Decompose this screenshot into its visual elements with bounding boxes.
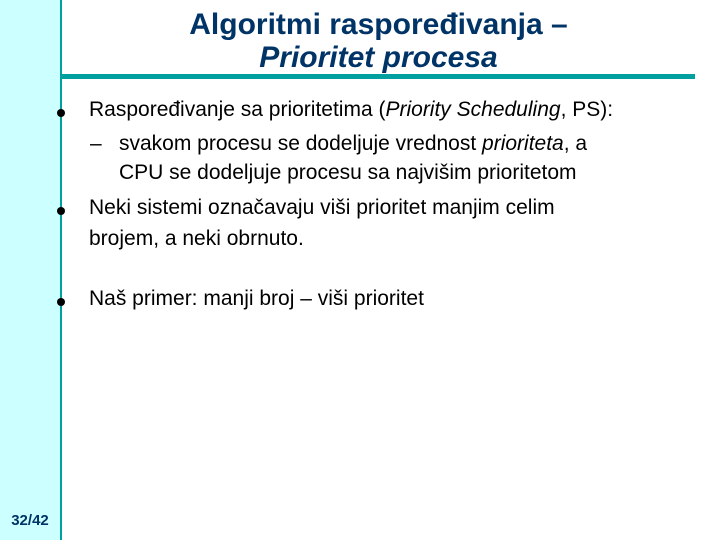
slide-page-number: 32/42 — [11, 512, 49, 529]
bullet-dot-3 — [57, 298, 65, 306]
slide-title — [62, 8, 695, 74]
bullet-1-italic: Priority Scheduling — [385, 98, 561, 121]
sub-bullet-line-2: CPU se dodeljuje procesu sa najvišim prioritetom — [119, 161, 577, 184]
sub-bullet-dash: – — [90, 132, 102, 155]
bullet-dot-2 — [57, 207, 65, 215]
bullet-1-text — [89, 98, 613, 122]
sub-bullet-line-1 — [119, 132, 587, 156]
sub-line-1-italic: prioriteta — [482, 132, 564, 155]
title-line-1: Algoritmi raspoređivanja – — [189, 8, 568, 41]
sub-line-1-a: svakom procesu se dodeljuje vrednost — [119, 132, 483, 155]
left-sidebar — [0, 0, 60, 540]
title-underline — [60, 74, 695, 79]
bullet-2-line-1: Neki sistemi označavaju viši prioritet manjim celim — [89, 196, 555, 219]
bullet-dot-1 — [57, 109, 65, 117]
bullet-3-line-1: Naš primer: manji broj – viši prioritet — [89, 287, 424, 310]
bullet-1-part-3: , PS): — [560, 98, 614, 121]
title-line-2: Prioritet procesa — [259, 41, 498, 74]
bullet-1-part-1: Raspoređivanje sa prioritetima ( — [89, 98, 386, 121]
sidebar-divider — [60, 0, 62, 540]
sub-line-1-b: , a — [563, 132, 588, 155]
bullet-2-line-2: brojem, a neki obrnuto. — [89, 227, 304, 250]
